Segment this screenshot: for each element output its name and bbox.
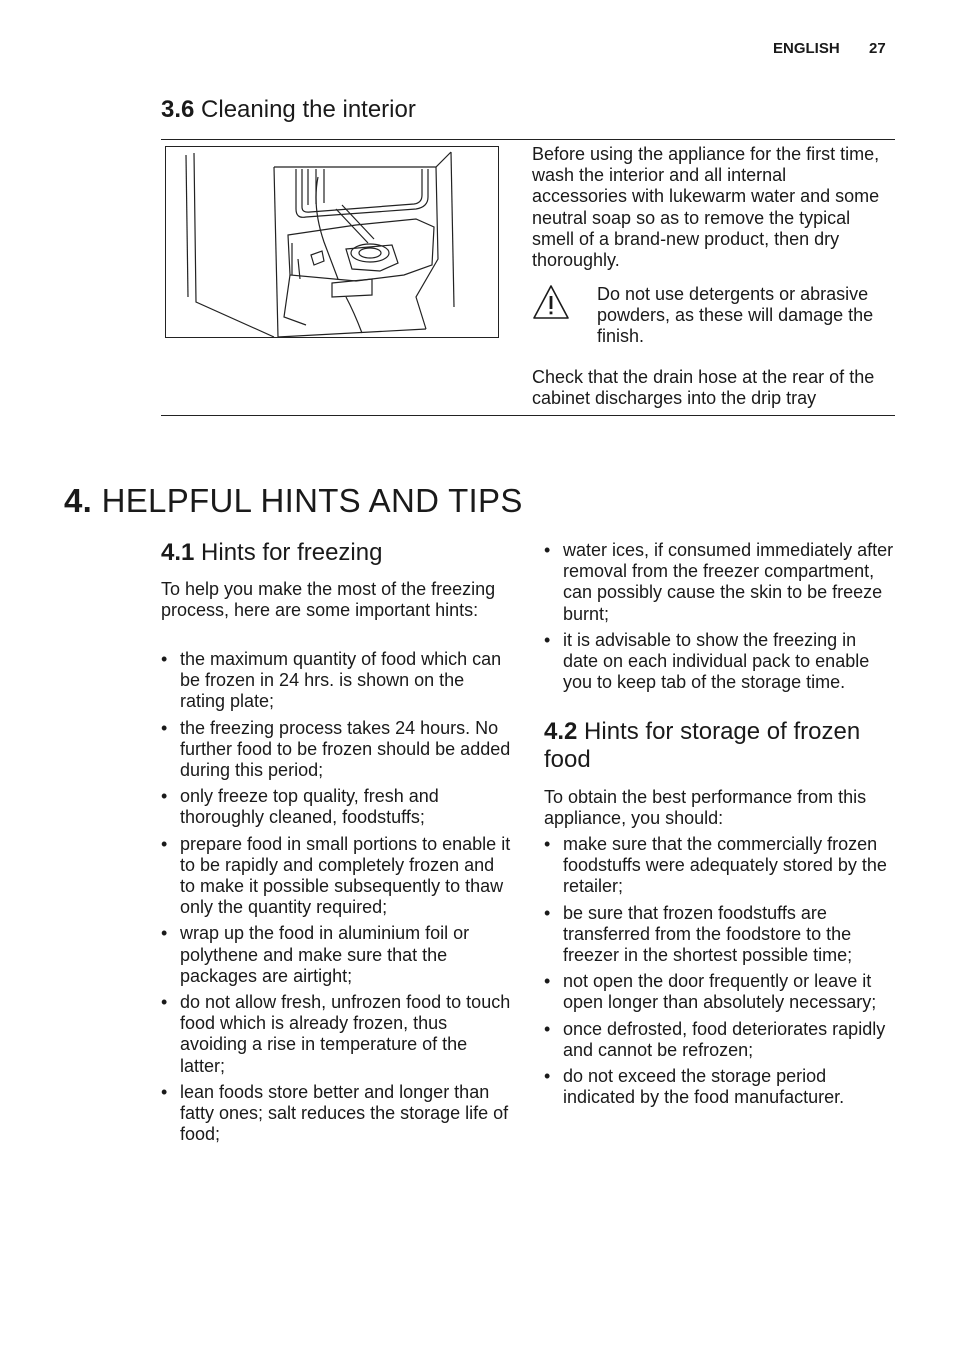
chapter-number: 4.	[64, 482, 93, 519]
list-item: • once defrosted, food deteriorates rapidly and cannot be refrozen;	[544, 1019, 896, 1061]
list-item: • it is advisable to show the freezing in date on each individual pack to enable you to keep tab of the storage time.	[544, 630, 896, 694]
section-top-rule	[161, 139, 895, 140]
freezing-hints-list	[161, 649, 513, 1150]
freezer-interior-illustration	[165, 146, 499, 338]
freezing-hints-list-continued	[544, 540, 896, 698]
list-item: • prepare food in small portions to enable it to be rapidly and completely frozen and to make it possible subsequently to thaw only the quantity required;	[161, 834, 513, 919]
storage-hints-list	[544, 834, 896, 1113]
list-item: • do not allow fresh, unfrozen food to touch food which is already frozen, thus avoiding a rise in temperature of the latter;	[161, 992, 513, 1077]
storage-intro-text: To obtain the best performance from this appliance, you should:	[544, 787, 867, 829]
section-title: Hints for storage of frozen food	[544, 718, 861, 773]
list-item: • make sure that the commercially frozen foodstuffs were adequately stored by the retailer;	[544, 834, 896, 898]
cleaning-intro-text: Before using the appliance for the first time, wash the interior and all internal accessories with lukewarm water and some neutral soap so as to remove the typical smell of a brand-new product, then dry thoroughly.	[532, 144, 880, 271]
list-item: • lean foods store better and longer than fatty ones; salt reduces the storage life of food;	[161, 1082, 513, 1146]
page-number: 27	[869, 40, 886, 57]
chapter-title: HELPFUL HINTS AND TIPS	[101, 482, 523, 519]
section-number: 4.2	[544, 718, 578, 745]
section-4-2-heading	[544, 718, 904, 774]
list-item: • not open the door frequently or leave it open longer than absolutely necessary;	[544, 971, 896, 1013]
warning-text: Do not use detergents or abrasive powders, as these will damage the finish.	[597, 284, 874, 347]
section-title: Hints for freezing	[201, 539, 383, 566]
chapter-4-heading	[64, 481, 523, 521]
list-item: • the maximum quantity of food which can be frozen in 24 hrs. is shown on the rating plate;	[161, 649, 513, 713]
section-3-6-heading	[161, 96, 681, 124]
section-bottom-rule	[161, 415, 895, 416]
list-item: • only freeze top quality, fresh and thoroughly cleaned, foodstuffs;	[161, 786, 513, 828]
list-item: • do not exceed the storage period indicated by the food manufacturer.	[544, 1066, 896, 1108]
section-4-1-heading	[161, 539, 521, 567]
warning-triangle-icon	[532, 284, 570, 320]
header-language: ENGLISH	[773, 40, 840, 57]
section-title: Cleaning the interior	[201, 96, 416, 123]
list-item: • water ices, if consumed immediately after removal from the freezer compartment, can possibly cause the skin to be freeze burnt;	[544, 540, 896, 625]
freezing-intro-text: To help you make the most of the freezing process, here are some important hints:	[161, 579, 496, 621]
list-item: • the freezing process takes 24 hours. No further food to be frozen should be added during this period;	[161, 718, 513, 782]
list-item: • wrap up the food in aluminium foil or polythene and make sure that the packages are airtight;	[161, 923, 513, 987]
section-number: 3.6	[161, 96, 195, 123]
section-number: 4.1	[161, 539, 195, 566]
drain-hose-note: Check that the drain hose at the rear of the cabinet discharges into the drip tray	[532, 367, 875, 409]
list-item: • be sure that frozen foodstuffs are transferred from the foodstore to the freezer in the shortest possible time;	[544, 903, 896, 967]
freezer-drain-drawing	[166, 147, 499, 338]
